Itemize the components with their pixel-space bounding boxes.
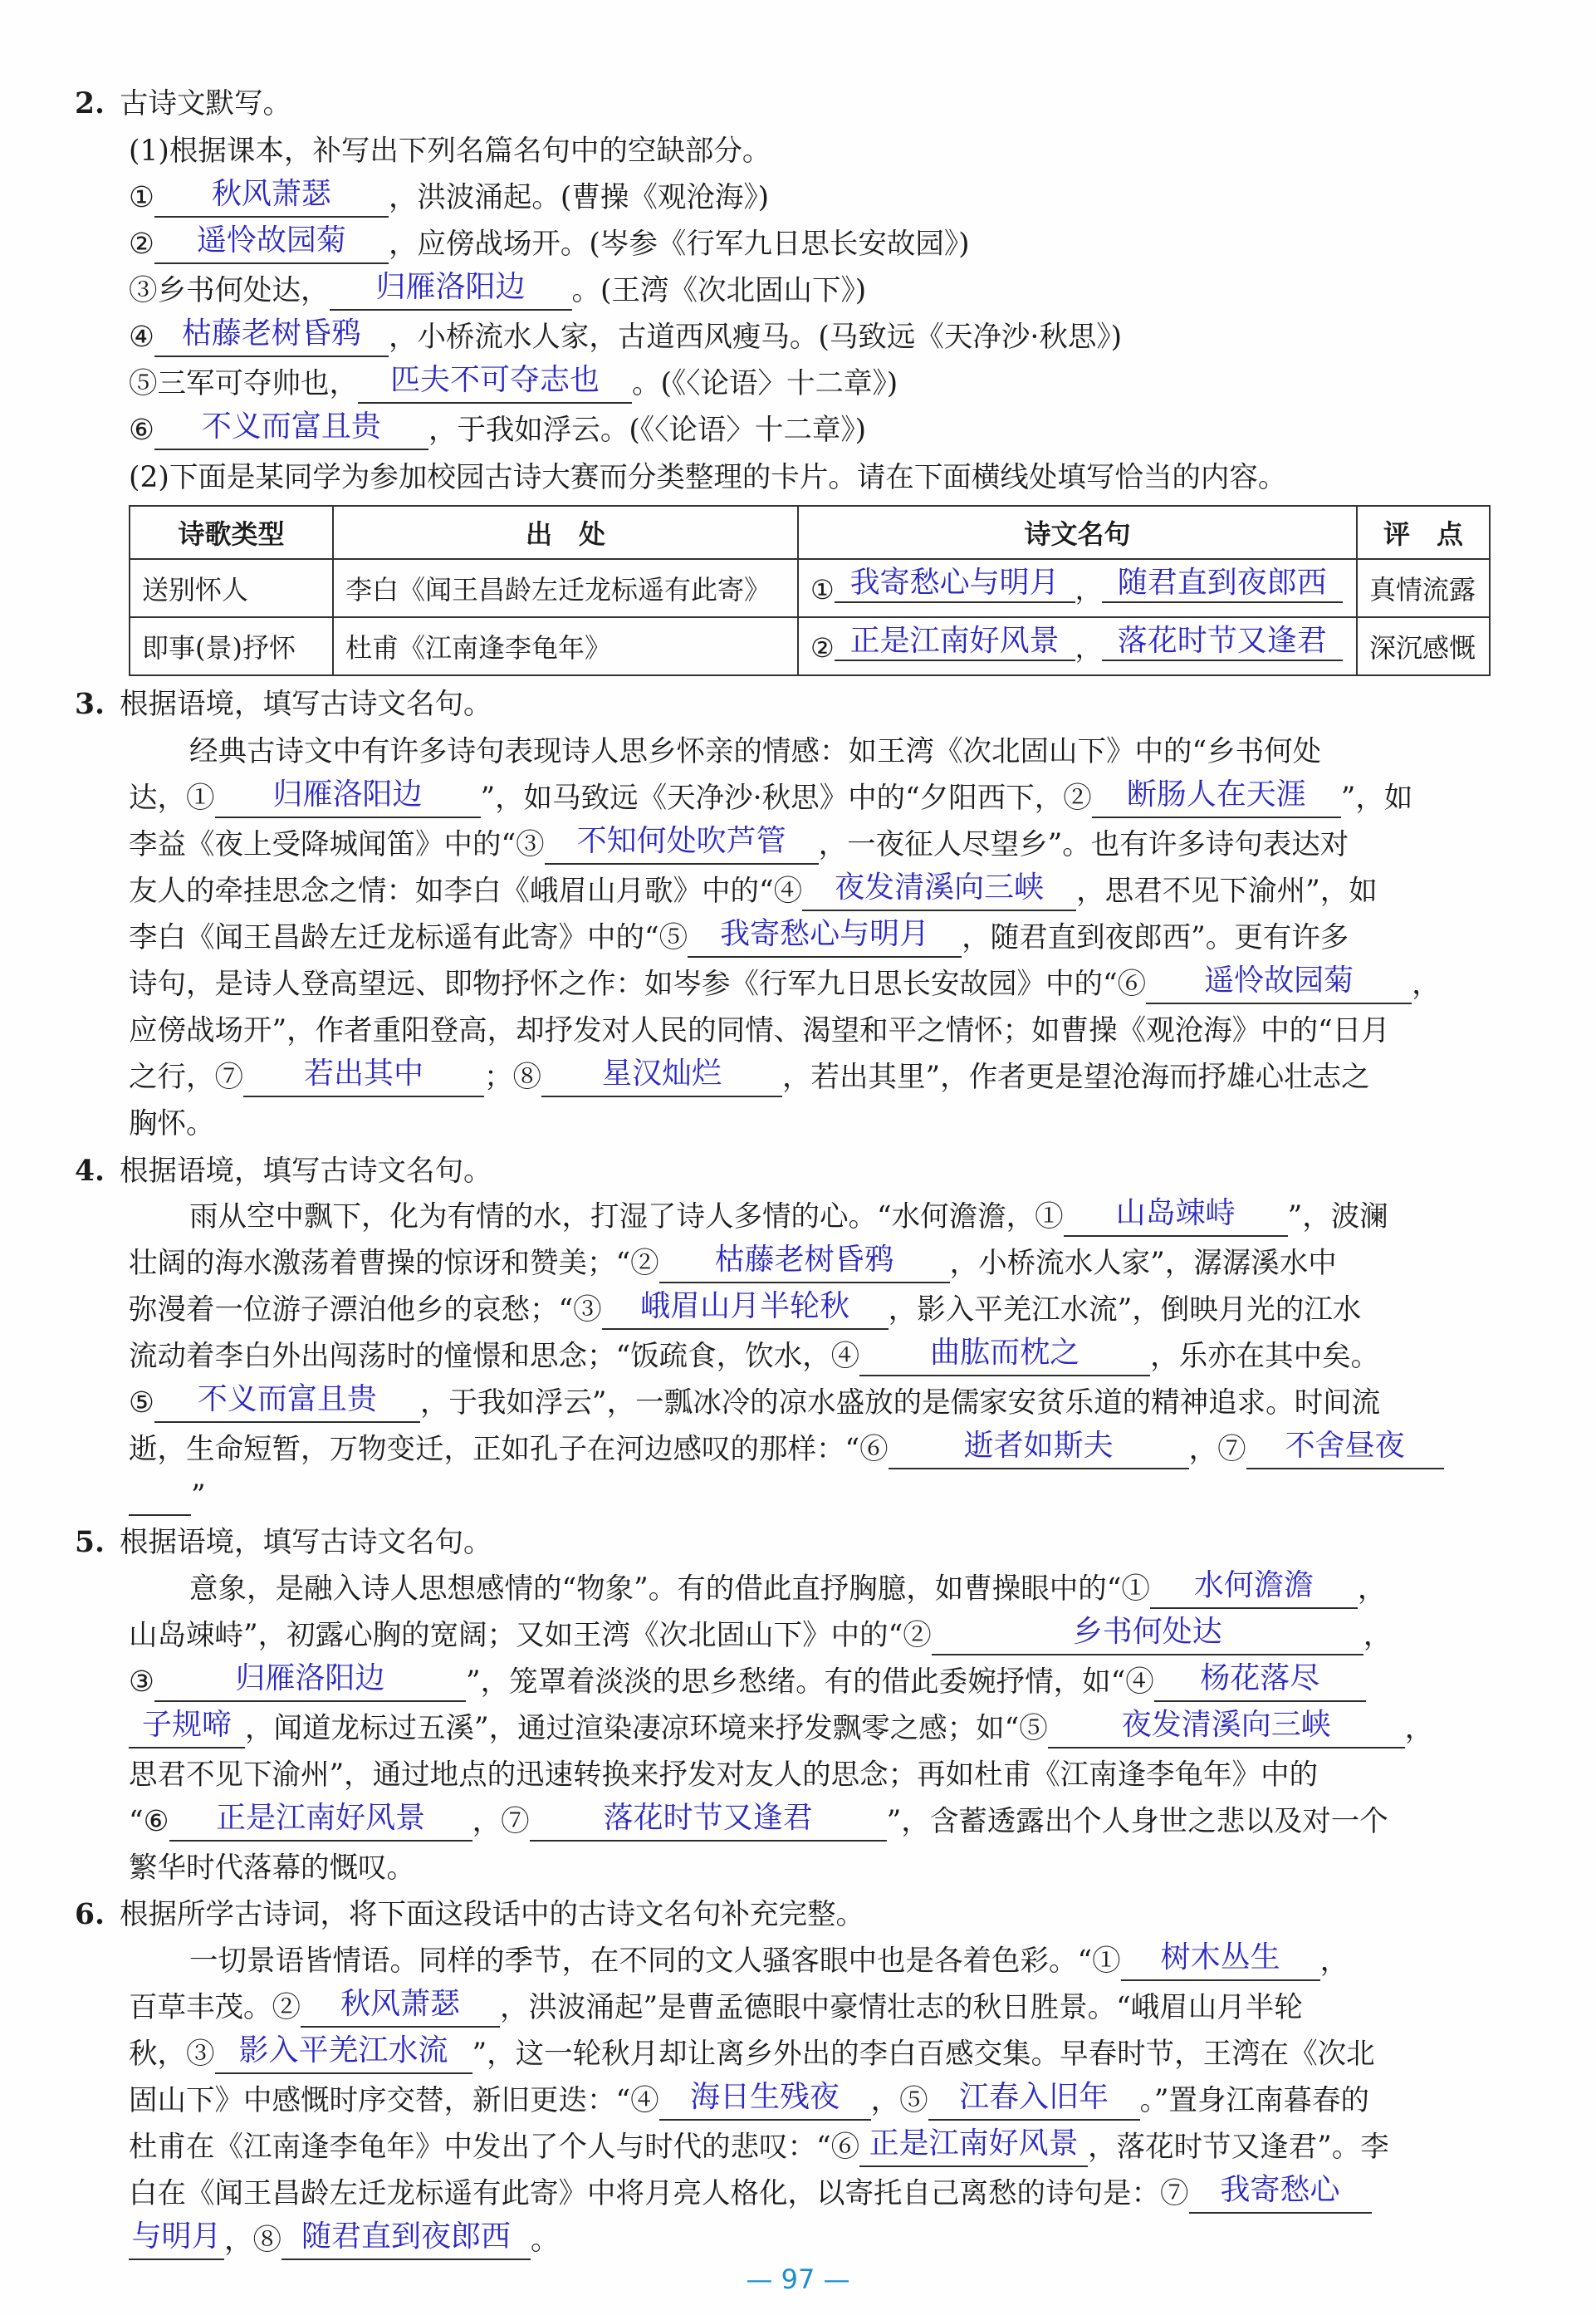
table-row: 送别怀人 李白《闻王昌龄左迁龙标遥有此寄》 ① 我寄愁心与明月 ， 随君直到夜郎西 真情流露 xyxy=(130,559,1490,617)
answer-blank[interactable]: 随君直到夜郎西 xyxy=(1102,569,1343,602)
q3-line: 友人的牵挂思念之情：如李白《峨眉山月歌》中的“④ 夜发清溪向三峡 ，思君不见下渝州”，如 xyxy=(129,872,1596,910)
answer-blank[interactable]: 逝者如斯夫 xyxy=(889,1430,1189,1469)
answer-blank[interactable]: 我寄愁心 xyxy=(1189,2175,1372,2213)
q5-line: ③ 归雁洛阳边 ”，笼罩着淡淡的思乡愁绪。有的借此委婉抒情，如“④ 杨花落尽 xyxy=(129,1663,1596,1701)
q4-line: 逝，生命短暂，万物变迁，正如孔子在河边感叹的那样：“⑥ 逝者如斯夫 ，⑦ 不舍昼夜 xyxy=(129,1430,1596,1469)
answer-blank[interactable]: 归雁洛阳边 xyxy=(330,272,572,310)
q4-line: 壮阔的海水激荡着曹操的惊讶和赞美；“② 枯藤老树昏鸦 ，小桥流水人家”，潺潺溪水中 xyxy=(129,1244,1596,1283)
answer-blank[interactable]: 不义而富且贵 xyxy=(154,411,428,449)
table-row: 即事(景)抒怀 杜甫《江南逢李龟年》 ② 正是江南好风景 ， 落花时节又逢君 深沉感慨 xyxy=(130,617,1490,675)
answer-blank[interactable]: 树木丛生 xyxy=(1121,1942,1320,1980)
q5-line: 子规啼 ，闻道龙标过五溪”，通过渲染凄凉环境来抒发飘零之感；如“⑤ 夜发清溪向三峡 ， xyxy=(129,1709,1596,1748)
answer-blank[interactable]: 我寄愁心与明月 xyxy=(835,569,1075,602)
answer-blank[interactable]: 秋风萧瑟 xyxy=(301,1989,500,2027)
q6-line: 与明月 ，⑧ 随君直到夜郎西 。 xyxy=(129,2221,1596,2259)
q3-line: 应傍战场开”，作者重阳登高，却抒发对人民的同情、渴望和平之情怀；如曹操《观沧海》中的“日月 xyxy=(129,1014,1390,1047)
q2-sub2: (2)下面是某同学为参加校园古诗大赛而分类整理的卡片。请在下面横线处填写恰当的内容。 xyxy=(129,461,1287,494)
q5-line: 意象，是融入诗人思想感情的“物象”。有的借此直抒胸臆，如曹操眼中的“① 水何澹澹 ， xyxy=(189,1570,1596,1608)
answer-blank[interactable]: 不知何处吹芦管 xyxy=(545,826,819,864)
q3-line: 经典古诗文中有许多诗句表现诗人思乡怀亲的情感：如王湾《次北固山下》中的“乡书何处 xyxy=(189,735,1322,768)
q6-line: 秋，③ 影入平羌江水流 ”，这一轮秋月却让离乡外出的李白百感交集。早春时节，王湾在《次北 xyxy=(129,2035,1596,2073)
q2-heading: 2. 古诗文默写。 xyxy=(75,87,292,120)
answer-blank[interactable]: 峨眉山月半轮秋 xyxy=(602,1291,889,1329)
q3-line: 之行，⑦ 若出其中 ；⑧ 星汉灿烂 ，若出其里”，作者更是望沧海而抒雄心壮志之 xyxy=(129,1058,1596,1096)
q5-line: 繁华时代落幕的慨叹。 xyxy=(129,1852,415,1885)
answer-blank[interactable]: 子规啼 xyxy=(129,1709,245,1748)
answer-blank[interactable]: 归雁洛阳边 xyxy=(154,1663,466,1701)
answer-blank[interactable]: 正是江南好风景 xyxy=(169,1802,472,1841)
answer-blank[interactable]: 夜发清溪向三峡 xyxy=(1048,1709,1405,1748)
answer-blank[interactable]: 秋风萧瑟 xyxy=(154,179,389,217)
answer-blank[interactable]: 正是江南好风景 xyxy=(859,2128,1088,2166)
q6-heading: 6. 根据所学古诗词，将下面这段话中的古诗文名句补充完整。 xyxy=(75,1898,865,1931)
answer-blank[interactable]: 杨花落尽 xyxy=(1154,1663,1366,1701)
answer-blank[interactable]: 落花时节又逢君 xyxy=(1102,627,1343,660)
answer-blank[interactable]: 遥怜故园菊 xyxy=(1146,965,1412,1003)
q3-line: 李白《闻王昌龄左迁龙标遥有此寄》中的“⑤ 我寄愁心与明月 ，随君直到夜郎西”。更有许多 xyxy=(129,919,1596,957)
answer-blank[interactable]: 与明月 xyxy=(129,2221,224,2259)
answer-blank xyxy=(129,1477,191,1515)
answer-blank[interactable]: 水何澹澹 xyxy=(1150,1570,1358,1608)
q5-heading: 5. 根据语境，填写古诗文名句。 xyxy=(75,1526,492,1559)
q2-item-4: ④ 枯藤老树昏鸦 ，小桥流水人家，古道西风瘦马。(马致远《天净沙·秋思》) xyxy=(129,318,1596,356)
answer-blank[interactable]: 不舍昼夜 xyxy=(1246,1430,1444,1469)
answer-blank[interactable]: 我寄愁心与明月 xyxy=(688,919,962,957)
card-table xyxy=(129,505,1491,676)
answer-blank[interactable]: 曲肱而枕之 xyxy=(859,1337,1150,1376)
q2-item-6: ⑥ 不义而富且贵 ，于我如浮云。(《〈论语〉十二章》) xyxy=(129,411,1596,449)
answer-blank[interactable]: 落花时节又逢君 xyxy=(530,1802,887,1841)
answer-blank[interactable]: 正是江南好风景 xyxy=(835,627,1075,660)
q4-line: 流动着李白外出闯荡时的憧憬和思念；“饭疏食，饮水，④ 曲肱而枕之 ，乐亦在其中矣。 xyxy=(129,1337,1596,1376)
q2-item-1: ① 秋风萧瑟 ，洪波涌起。(曹操《观沧海》) xyxy=(129,179,1596,217)
answer-blank[interactable]: 随君直到夜郎西 xyxy=(282,2221,531,2259)
q2-item-2: ② 遥怜故园菊 ，应傍战场开。(岑参《行军九日思长安故园》) xyxy=(129,225,1596,263)
answer-blank[interactable]: 影入平羌江水流 xyxy=(215,2035,472,2073)
q4-line: ⑤ 不义而富且贵 ，于我如浮云”，一瓢冰冷的凉水盛放的是儒家安贫乐道的精神追求。时间流 xyxy=(129,1384,1596,1422)
answer-blank[interactable]: 断肠人在天涯 xyxy=(1092,779,1341,817)
q3-line: 达，① 归雁洛阳边 ”，如马致远《天净沙·秋思》中的“夕阳西下，② 断肠人在天涯 ”，如 xyxy=(129,779,1596,817)
q5-line: 思君不见下渝州”，通过地点的迅速转换来抒发对友人的思念；再如杜甫《江南逢李龟年》中的 xyxy=(129,1758,1319,1792)
q6-line: 一切景语皆情语。同样的季节，在不同的文人骚客眼中也是各着色彩。“① 树木丛生 ， xyxy=(189,1942,1596,1980)
answer-blank[interactable]: 遥怜故园菊 xyxy=(154,225,389,263)
q5-line: 山岛竦峙”，初露心胸的宽阔；又如王湾《次北固山下》中的“② 乡书何处达 ， xyxy=(129,1616,1596,1655)
q6-line: 百草丰茂。② 秋风萧瑟 ，洪波涌起”是曹孟德眼中豪情壮志的秋日胜景。“峨眉山月半轮 xyxy=(129,1989,1596,2027)
q4-heading: 4. 根据语境，填写古诗文名句。 xyxy=(75,1155,492,1188)
q3-line: 李益《夜上受降城闻笛》中的“③ 不知何处吹芦管 ，一夜征人尽望乡”。也有许多诗句表达对 xyxy=(129,826,1596,864)
q2-item-5: ⑤三军可夺帅也， 匹夫不可夺志也 。(《〈论语〉十二章》) xyxy=(129,365,1596,403)
q2-sub1: (1)根据课本，补写出下列名篇名句中的空缺部分。 xyxy=(129,135,771,168)
answer-blank[interactable]: 夜发清溪向三峡 xyxy=(802,872,1076,910)
answer-blank[interactable]: 不义而富且贵 xyxy=(154,1384,420,1422)
q6-line: 杜甫在《江南逢李龟年》中发出了个人与时代的悲叹：“⑥ 正是江南好风景 ，落花时节又逢君”。李 xyxy=(129,2128,1596,2166)
q3-line: 胸怀。 xyxy=(129,1107,215,1140)
q6-line: 白在《闻王昌龄左迁龙标遥有此寄》中将月亮人格化，以寄托自己离愁的诗句是：⑦ 我寄愁心 xyxy=(129,2175,1596,2213)
answer-blank[interactable]: 匹夫不可夺志也 xyxy=(358,365,632,403)
answer-blank[interactable]: 枯藤老树昏鸦 xyxy=(659,1244,950,1283)
q3-line: 诗句，是诗人登高望远、即物抒怀之作：如岑参《行军九日思长安故园》中的“⑥ 遥怜故园菊 ， xyxy=(129,965,1596,1003)
answer-blank[interactable]: 若出其中 xyxy=(243,1058,484,1096)
page-number: — 97 — xyxy=(746,2264,850,2295)
q4-line: 雨从空中飘下，化为有情的水，打湿了诗人多情的心。“水何澹澹，① 山岛竦峙 ”，波澜 xyxy=(189,1198,1596,1236)
q5-line: “⑥ 正是江南好风景 ，⑦ 落花时节又逢君 ”，含蓄透露出个人身世之悲以及对一个 xyxy=(129,1802,1596,1841)
q4-line: ” xyxy=(129,1477,1596,1515)
answer-blank[interactable]: 海日生残夜 xyxy=(659,2082,871,2120)
answer-blank[interactable]: 乡书何处达 xyxy=(932,1616,1363,1655)
answer-blank[interactable]: 江春入旧年 xyxy=(928,2082,1140,2120)
answer-blank[interactable]: 星汉灿烂 xyxy=(541,1058,782,1096)
q6-line: 固山下》中感慨时序交替，新旧更迭：“④ 海日生残夜 ，⑤ 江春入旧年 。”置身江南暮春的 xyxy=(129,2082,1596,2120)
answer-blank[interactable]: 枯藤老树昏鸦 xyxy=(154,318,389,356)
q4-line: 弥漫着一位游子漂泊他乡的哀愁；“③ 峨眉山月半轮秋 ，影入平羌江水流”，倒映月光的江水 xyxy=(129,1291,1596,1329)
answer-blank[interactable]: 山岛竦峙 xyxy=(1064,1198,1288,1236)
answer-blank[interactable]: 归雁洛阳边 xyxy=(215,779,481,817)
q3-heading: 3. 根据语境，填写古诗文名句。 xyxy=(75,688,492,721)
q2-item-3: ③乡书何处达， 归雁洛阳边 。(王湾《次北固山下》) xyxy=(129,272,1596,310)
table-header-row: 诗歌类型 出 处 诗文名句 评 点 xyxy=(130,506,1490,559)
